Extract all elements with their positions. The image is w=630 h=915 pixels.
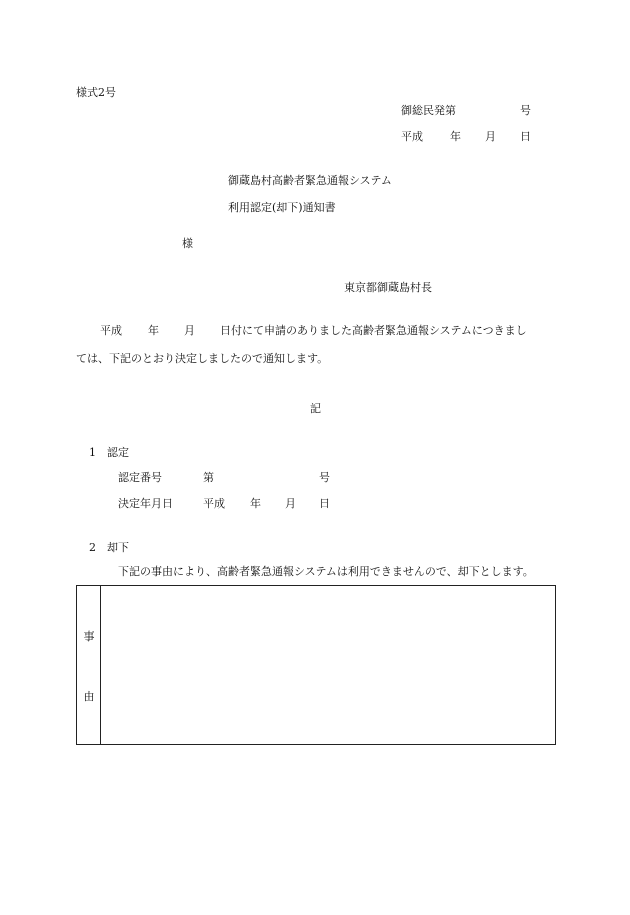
issue-date-day: 日 (520, 130, 531, 143)
issue-date-month: 月 (485, 130, 496, 143)
doc-number-prefix: 御総民発第 (401, 104, 456, 117)
ki-heading: 記 (310, 402, 321, 415)
doc-number-suffix: 号 (520, 104, 531, 117)
body-era: 平成 (100, 324, 122, 337)
form-number: 様式2号 (76, 86, 116, 99)
section2-text: 下記の事由により、高齢者緊急通報システムは利用できませんので、却下とします。 (118, 565, 534, 578)
cert-no-prefix: 第 (203, 471, 214, 484)
issue-date-year: 年 (450, 130, 461, 143)
decision-date-label: 決定年月日 (118, 497, 173, 510)
body-line2: ては、下記のとおり決定しましたので通知します。 (76, 352, 329, 365)
reason-label-column (77, 586, 101, 744)
reason-box (76, 585, 556, 745)
body-year: 年 (148, 324, 159, 337)
reason-label-bottom: 由 (83, 690, 95, 703)
title-line-1: 御蔵島村高齢者緊急通報システム (228, 174, 392, 187)
body-month: 月 (184, 324, 195, 337)
decision-date-era: 平成 (203, 497, 225, 510)
decision-date-day: 日 (319, 497, 330, 510)
issuer: 東京都御蔵島村長 (344, 281, 432, 294)
cert-no-suffix: 号 (319, 471, 330, 484)
section1-heading: 認定 (107, 446, 129, 459)
cert-no-label: 認定番号 (118, 471, 162, 484)
decision-date-year: 年 (250, 497, 261, 510)
section2-heading: 却下 (107, 541, 129, 554)
title-line-2: 利用認定(却下)通知書 (228, 201, 336, 214)
section2-number: 2 (89, 541, 96, 554)
addressee-suffix: 様 (182, 237, 193, 250)
reason-label-top: 事 (83, 630, 95, 643)
reason-entry-area[interactable] (101, 586, 555, 744)
decision-date-month: 月 (285, 497, 296, 510)
body-line1-rest: 日付にて申請のありました高齢者緊急通報システムにつきまし (220, 324, 527, 337)
section1-number: 1 (89, 446, 96, 459)
issue-date-era: 平成 (401, 130, 423, 143)
